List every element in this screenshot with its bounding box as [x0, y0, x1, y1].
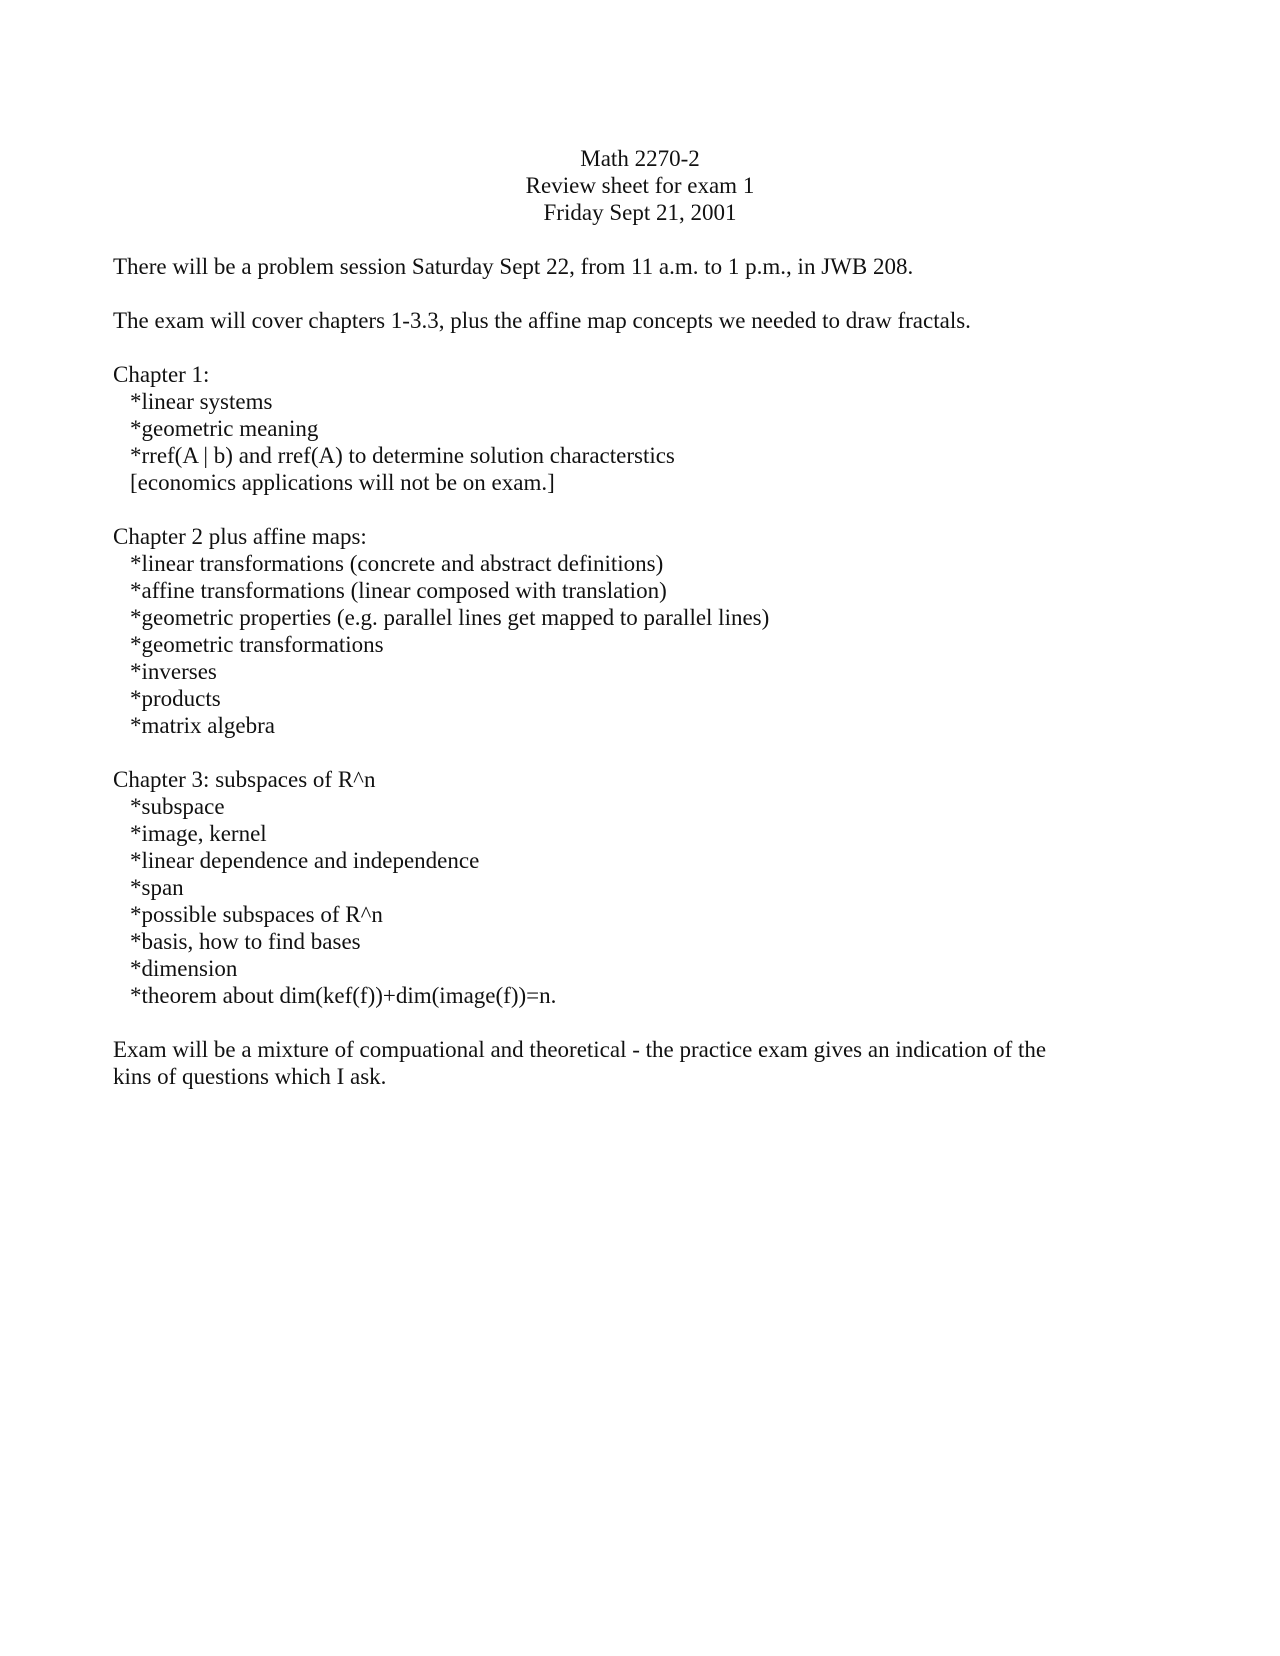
- course-number: Math 2270-2: [580, 146, 700, 171]
- chapter-3-section: [113, 766, 1193, 1009]
- topic-item: *geometric meaning: [130, 416, 319, 441]
- closing-line: Exam will be a mixture of compuational and theoretical - the practice exam gives an indication of the: [113, 1037, 1047, 1062]
- document-body: [113, 253, 1193, 1117]
- topic-item: *basis, how to find bases: [130, 929, 361, 954]
- section-heading: Chapter 1:: [113, 362, 210, 387]
- chapter-1-section: [113, 361, 1193, 496]
- chapter-2-section: [113, 523, 1193, 739]
- topic-item: *matrix algebra: [130, 713, 275, 738]
- topic-item: *subspace: [130, 794, 225, 819]
- topic-item: *image, kernel: [130, 821, 267, 846]
- topic-item: *linear transformations (concrete and abstract definitions): [130, 551, 664, 576]
- topic-item: *linear systems: [130, 389, 273, 414]
- topic-list: [113, 793, 1193, 1009]
- topic-item: *affine transformations (linear composed with translation): [130, 578, 667, 603]
- closing-line: kins of questions which I ask.: [113, 1064, 387, 1089]
- problem-session-note: There will be a problem session Saturday Sept 22, from 11 a.m. to 1 p.m., in JWB 208.: [113, 254, 914, 279]
- topic-item: *products: [130, 686, 221, 711]
- topic-item: *linear dependence and independence: [130, 848, 480, 873]
- topic-item: *geometric transformations: [130, 632, 384, 657]
- document-date: Friday Sept 21, 2001: [543, 200, 737, 225]
- topic-item: *inverses: [130, 659, 217, 684]
- topic-list: [113, 388, 1193, 496]
- closing-note: [113, 1036, 1193, 1090]
- topic-item: *geometric properties (e.g. parallel lines get mapped to parallel lines): [130, 605, 770, 630]
- exam-coverage-note: The exam will cover chapters 1-3.3, plus the affine map concepts we needed to draw fractals.: [113, 308, 971, 333]
- topic-item: *theorem about dim(kef(f))+dim(image(f))=n.: [130, 983, 557, 1008]
- topic-list: [113, 550, 1193, 739]
- document-header: [0, 145, 1280, 226]
- topic-item: *dimension: [130, 956, 238, 981]
- topic-item: *possible subspaces of R^n: [130, 902, 383, 927]
- topic-item: *span: [130, 875, 184, 900]
- document-title: Review sheet for exam 1: [525, 173, 755, 198]
- topic-item: *rref(A | b) and rref(A) to determine solution characterstics: [130, 443, 675, 468]
- section-heading: Chapter 3: subspaces of R^n: [113, 767, 376, 792]
- topic-item: [economics applications will not be on exam.]: [130, 470, 555, 495]
- section-heading: Chapter 2 plus affine maps:: [113, 524, 367, 549]
